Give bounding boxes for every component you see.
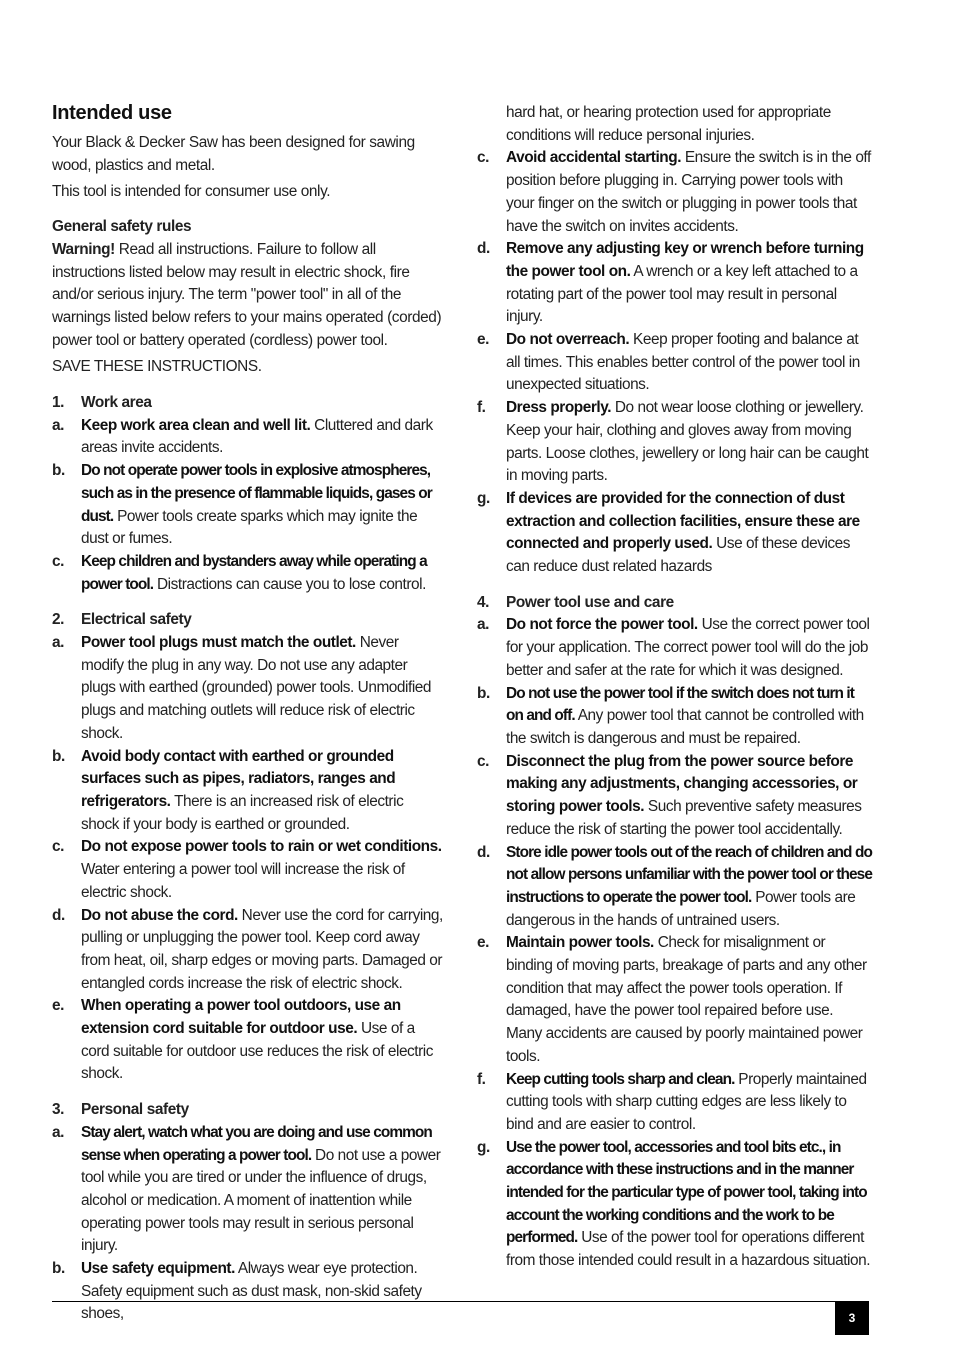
list-item [52,551,444,596]
item-bold: Stay alert, watch what you are doing and use common sense when operating a power tool. [81,1123,432,1164]
item-text: Such preventive safety measures reduce the risk of starting the power tool accidentally. [506,798,862,838]
item-label: a. [477,616,489,634]
item-bold: Disconnect the plug from the power source before making any adjustments, changing accessories, or storing power tools. [506,752,858,816]
list-item [477,147,872,238]
item-text: hard hat, or hearing protection used for appropriate conditions will reduce personal injuries. [506,104,831,144]
item-label: a. [52,634,64,652]
item-text: Use of the power tool for operations different from those intended could result in a hazardous situation. [506,1229,871,1270]
section-heading [52,392,444,415]
list-item [477,238,872,329]
item-bold: Use the power tool, accessories and tool bits etc., in accordance with these instructions and in the manner intended for the particular type of power tool, taking into account the working conditions and the work to be performed. [506,1138,867,1247]
item-label: c. [52,838,64,856]
section-heading [52,609,444,632]
footer-rule [52,1301,869,1302]
item-text: Check for misalignment or binding of moving parts, breakage of parts and any other condition that may affect the power tools operation. If damaged, have the power tool repaired before use. Many accidents are caused by poorly maintained power tools. [506,934,867,1065]
item-text: Distractions can cause you to lose control. [153,575,426,593]
item-text: Use of these devices can reduce dust related hazards [506,535,851,576]
item-text: Water entering a power tool will increase the risk of electric shock. [81,861,405,901]
list-item [52,415,444,460]
item-label: c. [52,552,64,570]
item-text: Use the correct power tool for your application. The correct power tool will do the job better and safer at the rate for which it was designed. [506,616,870,679]
warning-text: Read all instructions. Failure to follow all instructions listed below may result in electric shock, fire and/or serious injury. The term "power tool" in all of the warnings listed below refers to your mains operated (corded) power tool or battery operated (cordless) power tool. [52,240,442,349]
right-column [477,102,872,1273]
general-safety-heading: General safety rules [52,218,192,236]
item-label: e. [477,934,489,952]
list-item [52,905,444,996]
item-text: Cluttered and dark areas invite accidents. [81,416,433,457]
item-label: c. [477,149,489,167]
warning-label: Warning! [52,240,115,258]
item-bold: Do not abuse the cord. [81,906,238,924]
item-text: Never use the cord for carrying, pulling or unplugging the power tool. Keep cord away from heat, oil, sharp edges or moving parts. Damaged or entangled cords increase the risk of electric shock. [81,906,443,992]
list-item [477,932,872,1068]
list-item [477,842,872,933]
list-item [52,632,444,746]
item-bold: Avoid accidental starting. [506,149,682,167]
item-bold: Do not operate power tools in explosive atmospheres, such as in the presence of flammable liquids, gases or dust. [81,462,432,525]
item-label: b. [52,462,65,480]
list-item [477,488,872,579]
item-bold: Remove any adjusting key or wrench before turning the power tool on. [506,240,864,280]
item-bold: Avoid body contact with earthed or grounded surfaces such as pipes, radiators, ranges and refrigerators. [81,747,396,810]
item-bold: Do not use the power tool if the switch does not turn it on and off. [506,684,855,725]
item-text: Properly maintained cutting tools with sharp cutting edges are less likely to bind and are easier to control. [506,1070,867,1133]
item-label: f. [477,399,486,417]
item-text: There is an increased risk of electric shock if your body is earthed or grounded. [81,792,404,833]
item-bold: Dress properly. [506,399,612,417]
intended-use-paragraph: Your Black & Decker Saw has been designed for sawing wood, plastics and metal. [52,134,415,174]
item-text: Use of a cord suitable for outdoor use reduces the risk of electric shock. [81,1020,434,1083]
item-label: g. [477,1138,490,1156]
item-bold: Power tool plugs must match the outlet. [81,634,356,652]
list-item [477,329,872,397]
list-item [477,397,872,488]
section-title: Work area [81,394,152,412]
item-label-empty [477,102,506,147]
list-item [52,460,444,551]
list-item [477,683,872,751]
item-text: Always wear eye protection. Safety equipment such as dust mask, non-skid safety shoes, [81,1260,422,1323]
item-label: c. [477,752,489,770]
warning-paragraph [52,239,444,353]
item-label: d. [52,906,65,924]
section-title: Electrical safety [81,611,192,629]
item-label: b. [477,684,490,702]
item-label: a. [52,416,64,434]
item-label: b. [52,747,65,765]
list-item [477,614,872,682]
list-item [477,1137,872,1273]
consumer-use-paragraph: This tool is intended for consumer use only. [52,183,331,201]
item-bold: When operating a power tool outdoors, use an extension cord suitable for outdoor use. [81,997,401,1038]
left-column [52,100,444,1326]
item-text: Do not use a power tool while you are tired or under the influence of drugs, alcohol or medication. A moment of inattention while operating power tools may result in serious personal injury. [81,1146,441,1255]
section-number: 3. [52,1101,65,1119]
list-item [52,1258,444,1326]
section-title: Power tool use and care [506,593,674,611]
item-bold: Keep work area clean and well lit. [81,416,311,434]
list-item-continued [477,102,872,147]
item-label: e. [477,331,489,349]
section-heading [52,1099,444,1122]
item-label: f. [477,1070,486,1088]
item-text: A wrench or a key left attached to a rotating part of the power tool may result in personal injury. [506,262,858,326]
list-item [477,751,872,842]
item-label: d. [477,843,490,861]
list-item [52,836,444,904]
list-item [52,1122,444,1258]
item-text: Never modify the plug in any way. Do not use any adapter plugs with earthed (grounded) power tools. Unmodified plugs and matching outlets will reduce risk of electric shock. [81,634,432,742]
item-label: e. [52,997,64,1015]
item-bold: Use safety equipment. [81,1260,235,1278]
section-title: Personal safety [81,1101,189,1119]
list-item [52,995,444,1086]
list-item [477,1069,872,1137]
intended-use-heading: Intended use [52,102,172,124]
item-text: Ensure the switch is in the off position before plugging in. Carrying power tools with your finger on the switch or plugging in power tools that have the switch on invites accidents. [506,149,871,235]
item-text: Power tools create sparks which may ignite the dust or fumes. [81,507,418,548]
item-bold: If devices are provided for the connection of dust extraction and collection facilities, ensure these are connected and properly used. [506,489,860,553]
list-item [52,746,444,837]
section-number: 1. [52,394,65,412]
item-text: Any power tool that cannot be controlled with the switch is dangerous and must be repaired. [506,707,864,747]
item-bold: Keep children and bystanders away while operating a power tool. [81,552,427,593]
item-bold: Do not overreach. [506,331,630,349]
section-number: 4. [477,593,490,611]
item-label: a. [52,1123,64,1141]
item-text: Keep proper footing and balance at all times. This enables better control of the power tool in unexpected situations. [506,331,860,394]
save-instructions: SAVE THESE INSTRUCTIONS. [52,358,262,376]
item-text: Do not wear loose clothing or jewellery. Keep your hair, clothing and gloves away from moving parts. Loose clothes, jewellery or long hair can be caught in moving parts. [506,399,869,485]
item-text: Power tools are dangerous in the hands of untrained users. [506,888,856,929]
item-label: g. [477,489,490,507]
item-bold: Do not force the power tool. [506,616,698,634]
item-label: b. [52,1260,65,1278]
section-heading [477,592,872,615]
section-number: 2. [52,611,65,629]
item-bold: Keep cutting tools sharp and clean. [506,1070,735,1088]
item-label: d. [477,240,490,258]
item-bold: Store idle power tools out of the reach of children and do not allow persons unfamiliar with the power tool or these instructions to operate the power tool. [506,843,872,906]
item-bold: Do not expose power tools to rain or wet conditions. [81,838,442,856]
page-number: 3 [835,1301,869,1335]
item-bold: Maintain power tools. [506,934,654,952]
